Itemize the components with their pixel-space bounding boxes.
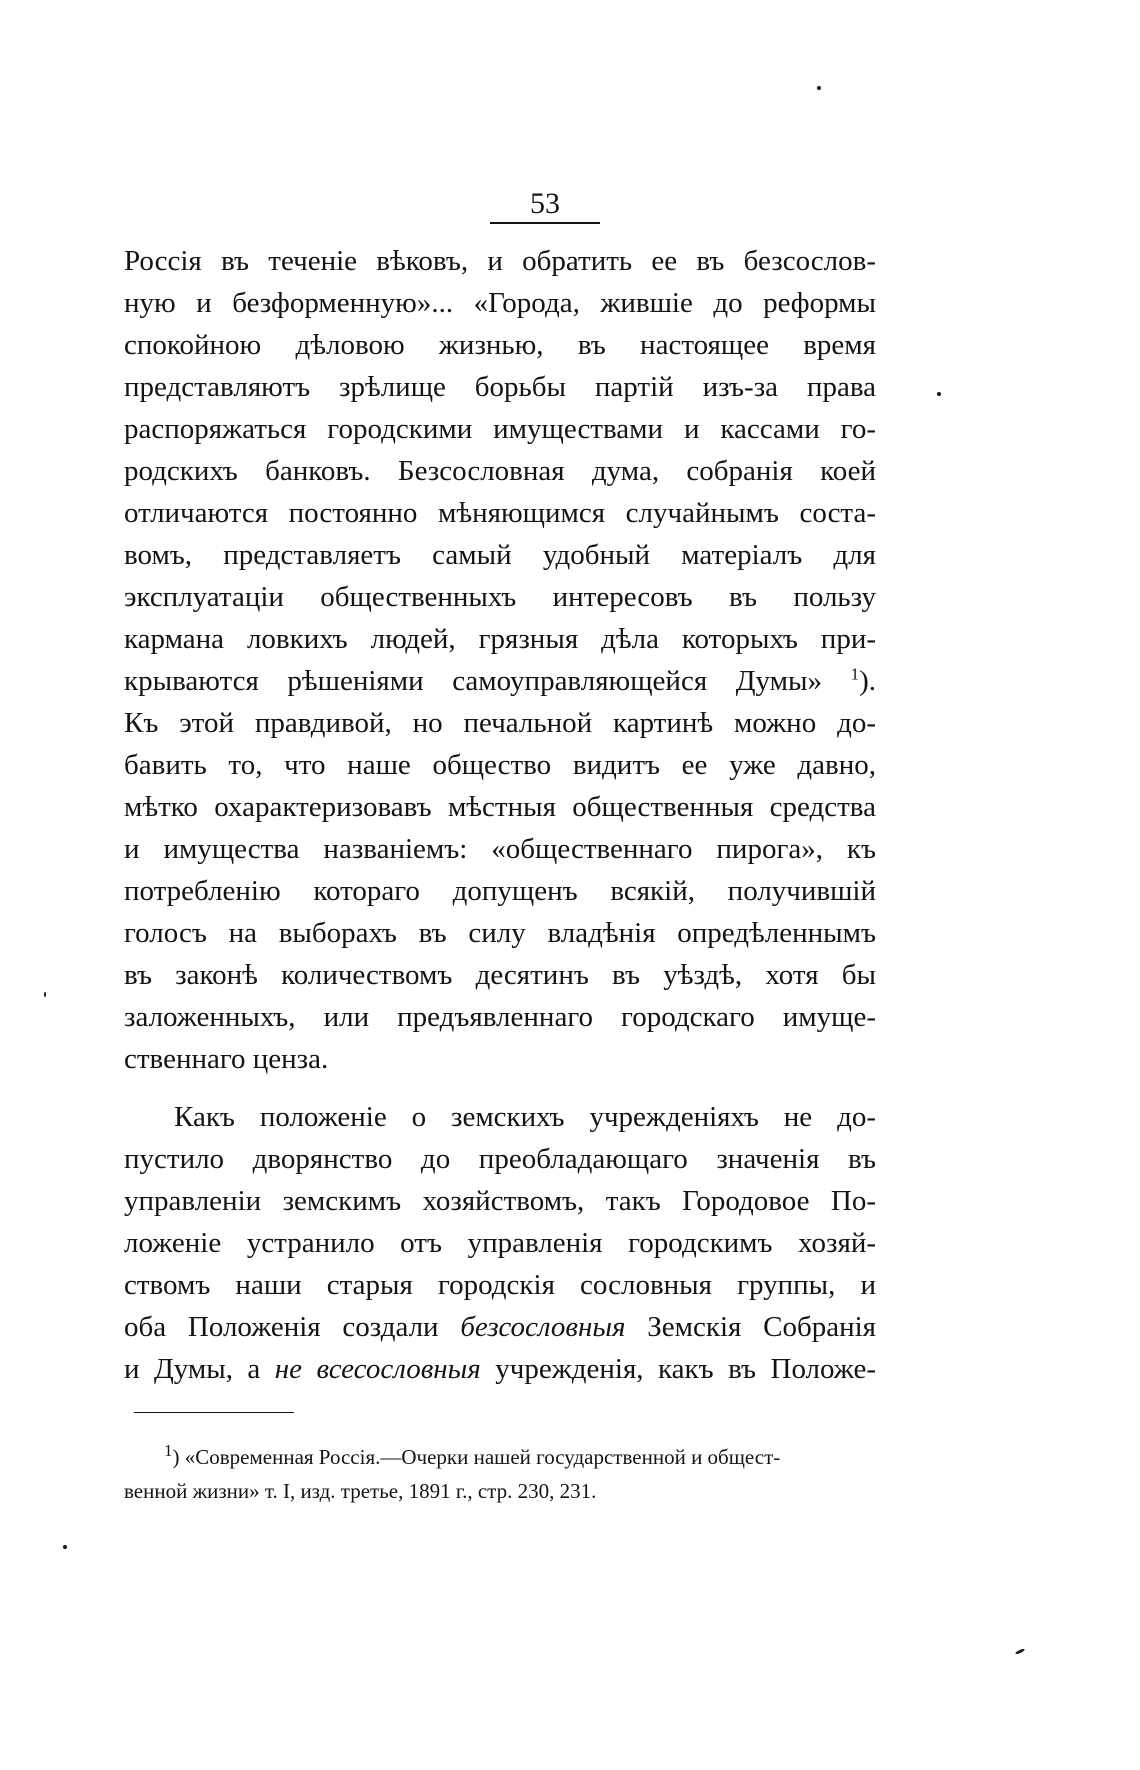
text-line — [124, 1306, 876, 1348]
scan-speck — [63, 1545, 67, 1549]
text-line: спокойною дѣловою жизнью, въ настоящее время — [124, 329, 876, 361]
text-line: и имущества названіемъ: «общественнаго пирога», къ — [124, 833, 876, 865]
footnote — [124, 1440, 876, 1508]
text-line: потребленію котораго допущенъ всякій, получившій — [124, 875, 876, 907]
text-line: голосъ на выборахъ въ силу владѣнія опредѣленнымъ — [124, 917, 876, 949]
text-line: кармана ловкихъ людей, грязныя дѣла которыхъ при- — [124, 623, 876, 655]
text-line: Къ этой правдивой, но печальной картинѣ можно до- — [124, 707, 876, 739]
text-line: ственнаго ценза. — [124, 1043, 329, 1075]
text-line: мѣтко охарактеризовавъ мѣстныя общественныя средства — [124, 791, 876, 823]
text-line: отличаются постоянно мѣняющимся случайнымъ соста- — [124, 497, 876, 529]
text-fragment: учрежденія, какъ въ Положе- — [480, 1353, 876, 1385]
text-line: бавить то, что наше общество видитъ ее уже давно, — [124, 749, 876, 781]
scan-speck — [1015, 1648, 1025, 1655]
text-line: управленіи земскимъ хозяйствомъ, такъ Городовое По- — [124, 1185, 876, 1217]
text-line: представляютъ зрѣлище борьбы партій изъ-за права — [124, 371, 876, 403]
paragraph-gap — [124, 1080, 876, 1096]
footnote-marker-suffix: ) — [172, 1445, 180, 1469]
text-line — [124, 1348, 876, 1390]
footnote-divider — [134, 1412, 294, 1413]
text-line: ную и безформенную»... «Города, жившіе до реформы — [124, 287, 876, 319]
text-line: вомъ, представляетъ самый удобный матеріалъ для — [124, 539, 876, 571]
text-line: родскихъ банковъ. Безсословная дума, собранія коей — [124, 455, 876, 487]
text-line: въ законѣ количествомъ десятинъ въ уѣздѣ, хотя бы — [124, 959, 876, 991]
scan-speck — [937, 392, 941, 396]
text-line: ствомъ наши старыя городскія сословныя группы, и — [124, 1269, 876, 1301]
scan-speck — [817, 86, 821, 90]
italic-emphasis: не всесословныя — [274, 1353, 481, 1385]
text-line: эксплуатаціи общественныхъ интересовъ въ пользу — [124, 581, 876, 613]
text-line: ложеніе устранило отъ управленія городскимъ хозяй- — [124, 1227, 876, 1259]
text-fragment: оба Положенія создали — [124, 1311, 461, 1343]
text-fragment: крываются рѣшеніями самоуправляющейся Думы» — [124, 665, 822, 697]
footnote-reference: 1 — [850, 664, 860, 684]
text-line: заложенныхъ, или предъявленнаго городскаго имуще- — [124, 1001, 876, 1033]
text-line — [124, 660, 876, 702]
main-text — [124, 240, 876, 1390]
italic-emphasis: безсословныя — [460, 1311, 626, 1343]
text-line: пустило дворянство до преобладающаго значенія въ — [124, 1143, 876, 1175]
text-line: Россія въ теченіе вѣковъ, и обратить ее въ безсослов- — [124, 245, 876, 277]
text-line: распоряжаться городскими имуществами и кассами го- — [124, 413, 876, 445]
text-fragment: и Думы, а — [124, 1353, 275, 1385]
scan-speck — [44, 992, 46, 997]
footnote-line: венной жизни» т. I, изд. третье, 1891 г., стр. 230, 231. — [124, 1479, 597, 1503]
text-fragment: «Современная Россія.—Очерки нашей государственной и общест- — [184, 1445, 781, 1469]
page-number: 53 — [490, 188, 600, 224]
footnote-marker: 1 — [164, 1441, 173, 1460]
text-fragment: Земскія Собранія — [625, 1311, 876, 1343]
footnote-reference-suffix: ). — [859, 665, 876, 697]
text-line: Какъ положеніе о земскихъ учрежденіяхъ не до- — [174, 1101, 876, 1133]
footnote-line — [124, 1440, 876, 1474]
